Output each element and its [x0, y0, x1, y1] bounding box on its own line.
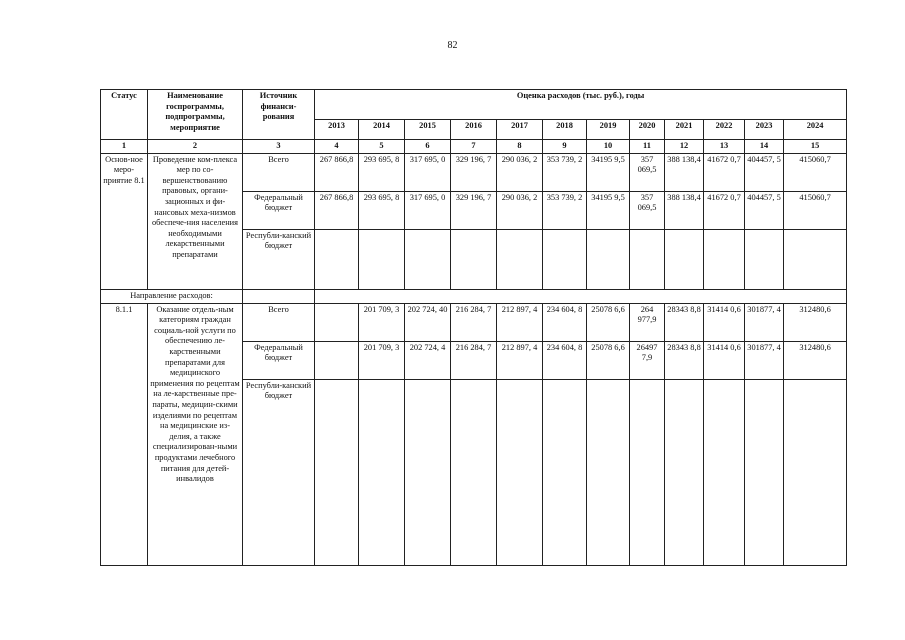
- value-cell: 264 977,9: [630, 303, 665, 341]
- value-cell: 329 196, 7: [451, 153, 497, 191]
- value-cell: 31414 0,6: [704, 341, 745, 379]
- value-cell: 216 284, 7: [451, 341, 497, 379]
- value-cell: [497, 379, 543, 565]
- column-number: 13: [704, 140, 745, 154]
- value-cell: 301877, 4: [745, 303, 784, 341]
- year-cell: 2015: [405, 120, 451, 140]
- expenditure-table: [100, 89, 847, 566]
- column-number: 15: [784, 140, 847, 154]
- year-cell: 2018: [543, 120, 587, 140]
- column-number: 2: [148, 140, 243, 154]
- value-cell: 26497 7,9: [630, 341, 665, 379]
- value-cell: [745, 379, 784, 565]
- column-number-row: [101, 140, 847, 154]
- year-cell: 2024: [784, 120, 847, 140]
- value-cell: 41672 0,7: [704, 191, 745, 229]
- value-cell: 216 284, 7: [451, 303, 497, 341]
- column-number: 8: [497, 140, 543, 154]
- value-cell: 41672 0,7: [704, 153, 745, 191]
- status-cell: 8.1.1: [101, 303, 148, 565]
- value-cell: [704, 379, 745, 565]
- activity-name-cell: Оказание отдель-ным категориям граждан социаль-ной услуги по обеспечению ле-карственными препаратами для медицинского применения по рецептам на ле-карственные пре-параты, медицин-скими изделиями по рецептам на медицинские из-делия, а также специализирован-ными продуктами лечебного питания для детей-инвалидов: [148, 303, 243, 565]
- value-cell: 234 604, 8: [543, 303, 587, 341]
- column-number: 5: [359, 140, 405, 154]
- column-number: 14: [745, 140, 784, 154]
- column-number: 10: [587, 140, 630, 154]
- value-cell: 353 739, 2: [543, 191, 587, 229]
- value-cell: [543, 229, 587, 289]
- value-cell: 293 695, 8: [359, 153, 405, 191]
- direction-label: Направление расходов:: [101, 289, 243, 303]
- value-cell: 28343 8,8: [665, 341, 704, 379]
- value-cell: 34195 9,5: [587, 153, 630, 191]
- source-cell: Республи-канский бюджет: [243, 379, 315, 565]
- column-number: 12: [665, 140, 704, 154]
- source-cell: Республи-канский бюджет: [243, 229, 315, 289]
- year-cell: 2019: [587, 120, 630, 140]
- value-cell: 212 897, 4: [497, 303, 543, 341]
- value-cell: [745, 229, 784, 289]
- value-cell: 28343 8,8: [665, 303, 704, 341]
- value-cell: 353 739, 2: [543, 153, 587, 191]
- activity-name-cell: Проведение ком-плекса мер по со-вершенствованию правовых, органи-зационных и фи-нансовых меха-низмов обеспече-ния населения необходимыми лекарственными препаратами: [148, 153, 243, 289]
- value-cell: [451, 229, 497, 289]
- header-source: Источник финанси-рования: [243, 90, 315, 140]
- column-number: 3: [243, 140, 315, 154]
- value-cell: [451, 379, 497, 565]
- value-cell: [630, 229, 665, 289]
- value-cell: [704, 229, 745, 289]
- header-name: Наименование госпрограммы, подпрограммы, мероприятие: [148, 90, 243, 140]
- source-cell: Федеральный бюджет: [243, 341, 315, 379]
- value-cell: [665, 229, 704, 289]
- year-cell: 2022: [704, 120, 745, 140]
- year-cell: 2021: [665, 120, 704, 140]
- value-cell: 202 724, 40: [405, 303, 451, 341]
- direction-row: [101, 289, 847, 303]
- year-cell: 2023: [745, 120, 784, 140]
- value-cell: [359, 379, 405, 565]
- value-cell: 234 604, 8: [543, 341, 587, 379]
- value-cell: 212 897, 4: [497, 341, 543, 379]
- value-cell: 404457, 5: [745, 153, 784, 191]
- value-cell: 312480,6: [784, 341, 847, 379]
- value-cell: 312480,6: [784, 303, 847, 341]
- column-number: 1: [101, 140, 148, 154]
- value-cell: 415060,7: [784, 191, 847, 229]
- value-cell: [315, 229, 359, 289]
- page-number: 82: [447, 40, 458, 51]
- status-cell: Основ-ное меро-приятие 8.1: [101, 153, 148, 289]
- value-cell: 388 138,4: [665, 191, 704, 229]
- value-cell: 293 695, 8: [359, 191, 405, 229]
- source-cell: Всего: [243, 153, 315, 191]
- year-cell: 2020: [630, 120, 665, 140]
- column-number: 9: [543, 140, 587, 154]
- value-cell: 301877, 4: [745, 341, 784, 379]
- source-cell: Федеральный бюджет: [243, 191, 315, 229]
- value-cell: 201 709, 3: [359, 303, 405, 341]
- value-cell: [630, 379, 665, 565]
- value-cell: 357 069,5: [630, 191, 665, 229]
- value-cell: 290 036, 2: [497, 191, 543, 229]
- value-cell: [315, 303, 359, 341]
- value-cell: [543, 379, 587, 565]
- value-cell: [405, 229, 451, 289]
- value-cell: 357 069,5: [630, 153, 665, 191]
- value-cell: 329 196, 7: [451, 191, 497, 229]
- value-cell: 267 866,8: [315, 153, 359, 191]
- column-number: 11: [630, 140, 665, 154]
- column-number: 4: [315, 140, 359, 154]
- value-cell: [315, 341, 359, 379]
- value-cell: [587, 229, 630, 289]
- value-cell: [784, 379, 847, 565]
- value-cell: 317 695, 0: [405, 153, 451, 191]
- column-number: 6: [405, 140, 451, 154]
- year-cell: 2017: [497, 120, 543, 140]
- value-cell: [497, 229, 543, 289]
- header-row-top: [101, 90, 847, 120]
- value-cell: [784, 229, 847, 289]
- value-cell: 25078 6,6: [587, 341, 630, 379]
- value-cell: 25078 6,6: [587, 303, 630, 341]
- year-cell: 2016: [451, 120, 497, 140]
- source-cell: Всего: [243, 303, 315, 341]
- value-cell: 404457, 5: [745, 191, 784, 229]
- year-cell: 2013: [315, 120, 359, 140]
- value-cell: [587, 379, 630, 565]
- column-number: 7: [451, 140, 497, 154]
- table-row: [101, 303, 847, 341]
- value-cell: 34195 9,5: [587, 191, 630, 229]
- value-cell: 290 036, 2: [497, 153, 543, 191]
- value-cell: [665, 379, 704, 565]
- header-estimate: Оценка расходов (тыс. руб.), годы: [315, 90, 847, 120]
- year-cell: 2014: [359, 120, 405, 140]
- value-cell: 415060,7: [784, 153, 847, 191]
- value-cell: 201 709, 3: [359, 341, 405, 379]
- value-cell: 202 724, 4: [405, 341, 451, 379]
- table-row: [101, 153, 847, 191]
- value-cell: 317 695, 0: [405, 191, 451, 229]
- value-cell: [315, 379, 359, 565]
- value-cell: 267 866,8: [315, 191, 359, 229]
- value-cell: 388 138,4: [665, 153, 704, 191]
- header-status: Статус: [101, 90, 148, 140]
- value-cell: 31414 0,6: [704, 303, 745, 341]
- value-cell: [359, 229, 405, 289]
- value-cell: [405, 379, 451, 565]
